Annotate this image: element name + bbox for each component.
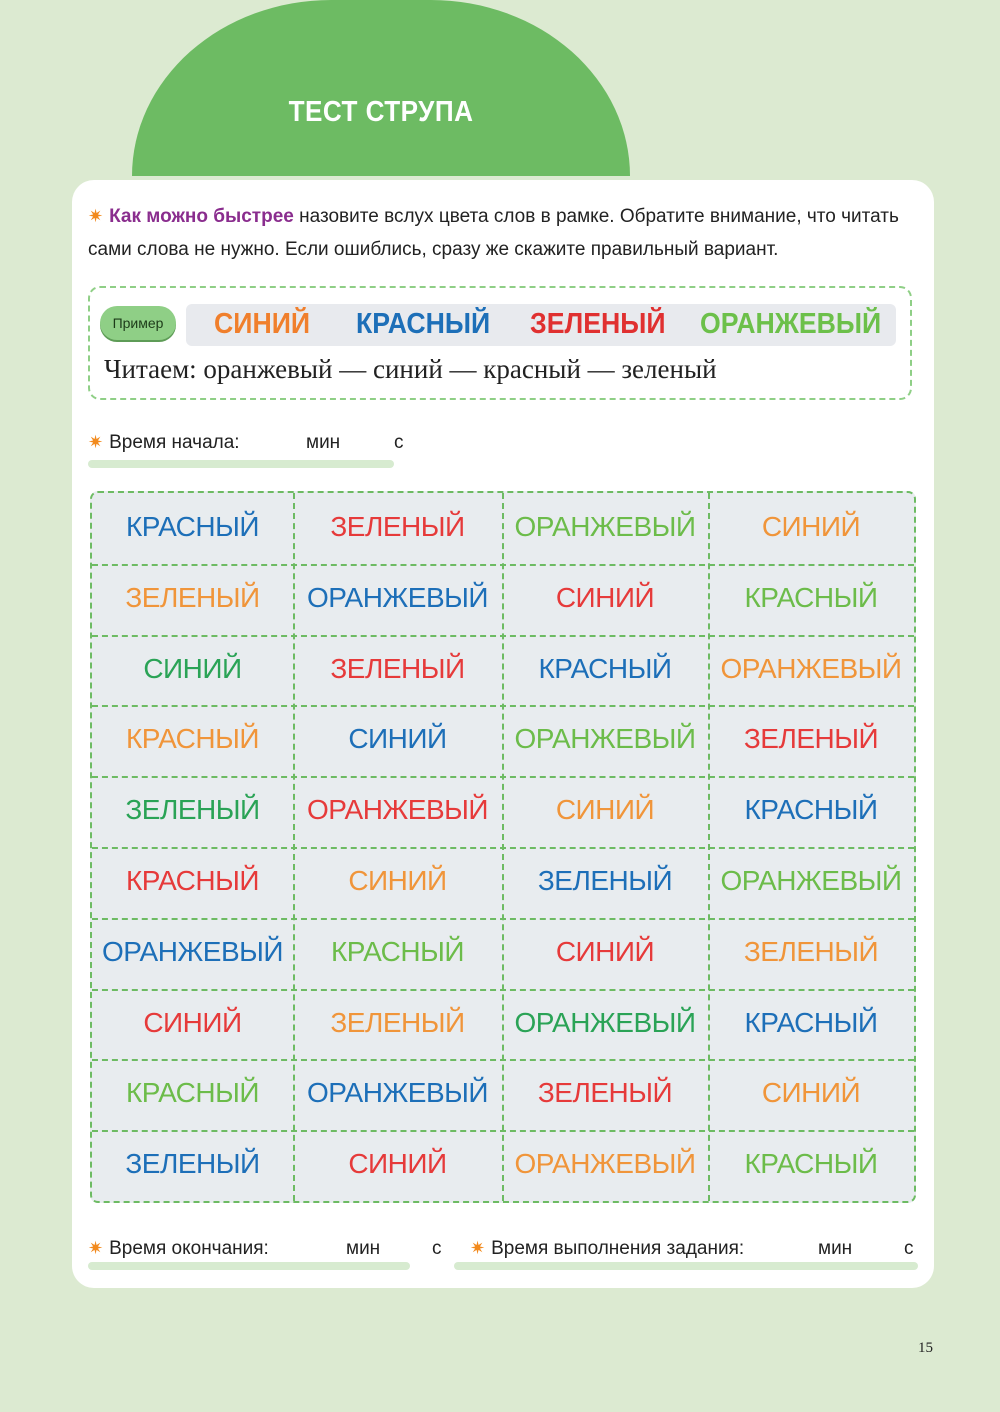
start-sec-unit: с xyxy=(394,432,404,453)
grid-word: ЗЕЛЕНЫЙ xyxy=(125,581,260,613)
grid-row-divider xyxy=(92,989,914,991)
grid-word: КРАСНЫЙ xyxy=(330,935,465,967)
duration-sec-unit: с xyxy=(904,1238,914,1259)
grid-row-divider xyxy=(92,564,914,566)
grid-word: СИНИЙ xyxy=(348,865,447,896)
asterisk-icon: ✷ xyxy=(88,206,104,226)
grid-row-divider xyxy=(92,635,914,637)
grid-word: ЗЕЛЕНЫЙ xyxy=(743,723,879,755)
grid-word: ОРАНЖЕВЫЙ xyxy=(720,865,902,896)
grid-row-divider xyxy=(92,847,914,849)
grid-word: ОРАНЖЕВЫЙ xyxy=(514,1148,696,1180)
end-min-unit: мин xyxy=(346,1238,381,1259)
grid-word: ЗЕЛЕНЫЙ xyxy=(537,1077,673,1109)
grid-word: ЗЕЛЕНЫЙ xyxy=(330,652,465,684)
duration-min-unit: мин xyxy=(818,1238,853,1259)
grid-word: ОРАНЖЕВЫЙ xyxy=(306,794,489,826)
grid-word: ОРАНЖЕВЫЙ xyxy=(514,511,696,542)
grid-word: КРАСНЫЙ xyxy=(125,865,260,896)
duration-label: Время выполнения задания: xyxy=(491,1238,745,1259)
end-time-row xyxy=(88,1238,448,1278)
start-time-row xyxy=(88,432,408,472)
grid-word: ЗЕЛЕНЫЙ xyxy=(537,865,673,896)
example-word: СИНИЙ xyxy=(214,308,311,340)
grid-word: ЗЕЛЕНЫЙ xyxy=(330,511,465,542)
grid-word: ОРАНЖЕВЫЙ xyxy=(306,1077,489,1109)
stroop-grid xyxy=(90,491,916,1203)
example-box xyxy=(88,286,912,400)
grid-row-divider xyxy=(92,705,914,707)
grid-word: СИНИЙ xyxy=(143,1006,242,1038)
asterisk-icon: ✷ xyxy=(88,1238,104,1258)
start-time-label: Время начала: xyxy=(109,432,240,453)
grid-word: СИНИЙ xyxy=(555,581,655,613)
grid-word: СИНИЙ xyxy=(555,794,655,826)
duration-field[interactable] xyxy=(454,1262,918,1270)
grid-row-divider xyxy=(92,1059,914,1061)
grid-word: КРАСНЫЙ xyxy=(744,794,878,826)
example-word: КРАСНЫЙ xyxy=(356,308,491,340)
end-time-field[interactable] xyxy=(88,1262,410,1270)
grid-word: ОРАНЖЕВЫЙ xyxy=(514,723,696,755)
grid-word: СИНИЙ xyxy=(761,511,861,542)
instruction-body: назовите вслух цвета слов в рамке. Обратите внимание, что читать сами слова не нужно. Если ошиблись, сразу же скажите правильный вариант. xyxy=(88,206,899,260)
example-word: ЗЕЛЕНЫЙ xyxy=(530,308,666,340)
page-title: ТЕСТ СТРУПА xyxy=(288,96,474,128)
instruction-emphasis: Как можно быстрее xyxy=(109,206,294,227)
asterisk-icon: ✷ xyxy=(88,432,104,452)
grid-word: ЗЕЛЕНЫЙ xyxy=(743,935,879,967)
page-number: 15 xyxy=(918,1340,933,1356)
grid-word: СИНИЙ xyxy=(348,723,447,755)
example-word: ОРАНЖЕВЫЙ xyxy=(700,308,882,340)
grid-row-divider xyxy=(92,776,914,778)
grid-word: ЗЕЛЕНЫЙ xyxy=(125,794,260,826)
title-banner xyxy=(132,0,630,176)
grid-word: КРАСНЫЙ xyxy=(125,1077,260,1109)
grid-word: ОРАНЖЕВЫЙ xyxy=(101,935,284,967)
grid-word: КРАСНЫЙ xyxy=(125,511,260,542)
grid-word: СИНИЙ xyxy=(143,652,242,684)
grid-word: СИНИЙ xyxy=(348,1148,447,1180)
start-min-unit: мин xyxy=(306,432,341,453)
grid-word: ЗЕЛЕНЫЙ xyxy=(125,1148,260,1180)
instruction-text xyxy=(88,200,928,266)
example-label: Пример xyxy=(100,306,176,340)
grid-word: КРАСНЫЙ xyxy=(744,1148,878,1180)
grid-word: СИНИЙ xyxy=(761,1077,861,1109)
grid-word: КРАСНЫЙ xyxy=(125,723,260,755)
grid-word: КРАСНЫЙ xyxy=(744,581,878,613)
grid-row-divider xyxy=(92,1130,914,1132)
asterisk-icon: ✷ xyxy=(470,1238,486,1258)
grid-row-divider xyxy=(92,918,914,920)
end-time-label: Время окончания: xyxy=(109,1238,269,1259)
grid-word: ОРАНЖЕВЫЙ xyxy=(720,652,902,684)
grid-word: ЗЕЛЕНЫЙ xyxy=(330,1006,465,1038)
end-sec-unit: с xyxy=(432,1238,442,1259)
exercise-card xyxy=(72,180,934,1288)
grid-word: КРАСНЫЙ xyxy=(538,652,672,684)
duration-row xyxy=(470,1238,920,1278)
start-time-field[interactable] xyxy=(88,460,394,468)
grid-word: ОРАНЖЕВЫЙ xyxy=(306,581,489,613)
grid-word: ОРАНЖЕВЫЙ xyxy=(514,1006,696,1038)
example-reading: Читаем: оранжевый — синий — красный — зеленый xyxy=(104,354,717,384)
grid-word: КРАСНЫЙ xyxy=(744,1006,878,1038)
grid-word: СИНИЙ xyxy=(555,935,655,967)
